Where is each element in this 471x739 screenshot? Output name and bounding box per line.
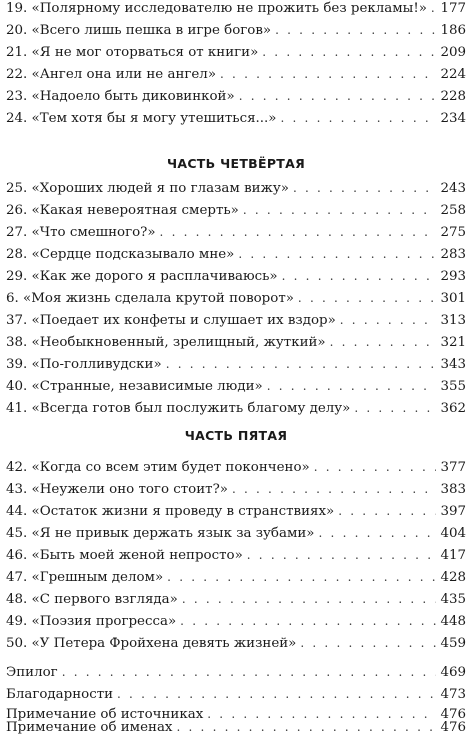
toc-entry (6, 0, 466, 19)
dot-leader (220, 63, 436, 85)
toc-entry (6, 63, 466, 85)
toc-entry-title: 49. «Поэзия прогресса» (6, 614, 177, 629)
toc-entry-page: 362 (440, 401, 466, 416)
toc-entry-page: 293 (440, 269, 466, 284)
dot-leader (232, 478, 436, 500)
toc-entry-title: 19. «Полярному исследователю не прожить без рекламы!» (6, 1, 427, 16)
toc-entry-page: 228 (440, 89, 466, 104)
toc-entry-title: Эпилог (6, 665, 58, 680)
toc-entry-title: 44. «Остаток жизни я проведу в странствиях» (6, 504, 335, 519)
dot-leader (267, 375, 437, 397)
toc-entry-title: 28. «Сердце подсказывало мне» (6, 247, 235, 262)
dot-leader (281, 107, 437, 129)
toc-entry-page: 469 (440, 665, 466, 680)
toc-entry-title: 26. «Какая невероятная смерть» (6, 203, 239, 218)
toc-entry-page: 283 (440, 247, 466, 262)
toc-entry-page: 448 (440, 614, 466, 629)
toc-entry (6, 456, 466, 478)
toc-entry-title: 47. «Грешным делом» (6, 570, 164, 585)
toc-entry (6, 19, 466, 41)
toc-entry (6, 478, 466, 500)
toc-entry (6, 716, 466, 738)
toc-entry-title: 37. «Поедает их конфеты и слушает их вздор» (6, 313, 336, 328)
toc-entry (6, 375, 466, 397)
toc-entry-title: 6. «Моя жизнь сделала крутой поворот» (6, 291, 294, 306)
section-heading: ЧАСТЬ ПЯТАЯ (184, 428, 288, 443)
toc-entry-page: 243 (440, 181, 466, 196)
toc-entry-title: 38. «Необыкновенный, зрелищный, жуткий» (6, 335, 326, 350)
toc-entry-title: 29. «Как же дорого я расплачиваюсь» (6, 269, 278, 284)
dot-leader (239, 85, 437, 107)
toc-entry (6, 221, 466, 243)
toc-entry (6, 107, 466, 129)
toc-entry-title: 22. «Ангел она или не ангел» (6, 67, 217, 82)
dot-leader (354, 397, 436, 419)
toc-entry (6, 177, 466, 199)
toc-entry-page: 459 (440, 636, 466, 651)
dot-leader (243, 199, 437, 221)
toc-entry (6, 265, 466, 287)
toc-entry-page: 476 (440, 707, 466, 722)
toc-entry-page: 321 (440, 335, 466, 350)
dot-leader (298, 287, 437, 309)
section-heading: ЧАСТЬ ЧЕТВЁРТАЯ (166, 156, 306, 171)
toc-entry-page: 234 (440, 111, 466, 126)
toc-entry (6, 588, 466, 610)
dot-leader (247, 544, 437, 566)
toc-entry-title: 40. «Странные, независимые люди» (6, 379, 263, 394)
toc-entry (6, 683, 466, 705)
dot-leader (431, 0, 437, 19)
toc-entry (6, 632, 466, 654)
toc-entry (6, 85, 466, 107)
toc-entry (6, 199, 466, 221)
toc-entry-title: 23. «Надоело быть диковинкой» (6, 89, 235, 104)
toc-entry-page: 377 (440, 460, 466, 475)
toc-entry-title: 42. «Когда со всем этим будет покончено» (6, 460, 310, 475)
table-of-contents (6, 0, 466, 735)
toc-entry-title: 41. «Всегда готов был послужить благому делу» (6, 401, 351, 416)
toc-entry (6, 544, 466, 566)
toc-entry-title: 48. «С первого взгляда» (6, 592, 178, 607)
toc-entry (6, 309, 466, 331)
toc-entry (6, 661, 466, 683)
toc-entry-page: 417 (440, 548, 466, 563)
toc-entry-title: 21. «Я не мог оторваться от книги» (6, 45, 259, 60)
dot-leader (182, 588, 437, 610)
dot-leader (177, 716, 437, 738)
toc-entry-title: Благодарности (6, 687, 114, 702)
toc-entry-title: 46. «Быть моей женой непросто» (6, 548, 243, 563)
toc-entry (6, 522, 466, 544)
toc-entry-page: 397 (440, 504, 466, 519)
dot-leader (282, 265, 437, 287)
dot-leader (275, 19, 436, 41)
toc-entry-page: 355 (440, 379, 466, 394)
toc-entry-title: 20. «Всего лишь пешка в игре богов» (6, 23, 272, 38)
toc-entry-title: 50. «У Петера Фройхена девять жизней» (6, 636, 297, 651)
toc-entry (6, 397, 466, 419)
toc-entry-page: 301 (440, 291, 466, 306)
dot-leader (293, 177, 437, 199)
dot-leader (330, 331, 437, 353)
toc-entry-page: 209 (440, 45, 466, 60)
dot-leader (160, 221, 437, 243)
dot-leader (314, 456, 437, 478)
dot-leader (167, 566, 436, 588)
toc-entry-page: 404 (440, 526, 466, 541)
toc-entry (6, 500, 466, 522)
dot-leader (238, 243, 436, 265)
toc-entry-page: 275 (440, 225, 466, 240)
dot-leader (319, 522, 437, 544)
toc-entry-page: 343 (440, 357, 466, 372)
toc-entry-title: 24. «Тем хотя бы я могу утешиться...» (6, 111, 277, 126)
dot-leader (338, 500, 436, 522)
dot-leader (117, 683, 436, 705)
toc-entry (6, 610, 466, 632)
toc-entry-page: 258 (440, 203, 466, 218)
toc-entry-title: 45. «Я не привык держать язык за зубами» (6, 526, 315, 541)
toc-entry (6, 331, 466, 353)
dot-leader (62, 661, 437, 683)
toc-entry (6, 243, 466, 265)
toc-entry-page: 186 (440, 23, 466, 38)
toc-entry-page: 476 (440, 720, 466, 735)
toc-entry (6, 353, 466, 375)
toc-entry (6, 41, 466, 63)
toc-entry-page: 428 (440, 570, 466, 585)
dot-leader (180, 610, 436, 632)
toc-entry-page: 177 (440, 1, 466, 16)
dot-leader (262, 41, 436, 63)
toc-entry-page: 473 (440, 687, 466, 702)
dot-leader (166, 353, 437, 375)
toc-entry-title: 27. «Что смешного?» (6, 225, 156, 240)
toc-entry-title: 43. «Неужели оно того стоит?» (6, 482, 228, 497)
toc-entry-page: 224 (440, 67, 466, 82)
toc-entry (6, 566, 466, 588)
dot-leader (340, 309, 437, 331)
toc-entry-page: 313 (440, 313, 466, 328)
toc-entry-page: 383 (440, 482, 466, 497)
dot-leader (300, 632, 436, 654)
toc-entry-title: Примечание об источниках (6, 707, 204, 722)
toc-entry-title: Примечание об именах (6, 720, 173, 735)
toc-entry (6, 287, 466, 309)
toc-entry-title: 25. «Хороших людей я по глазам вижу» (6, 181, 289, 196)
toc-entry-page: 435 (440, 592, 466, 607)
toc-entry-title: 39. «По-голливудски» (6, 357, 162, 372)
